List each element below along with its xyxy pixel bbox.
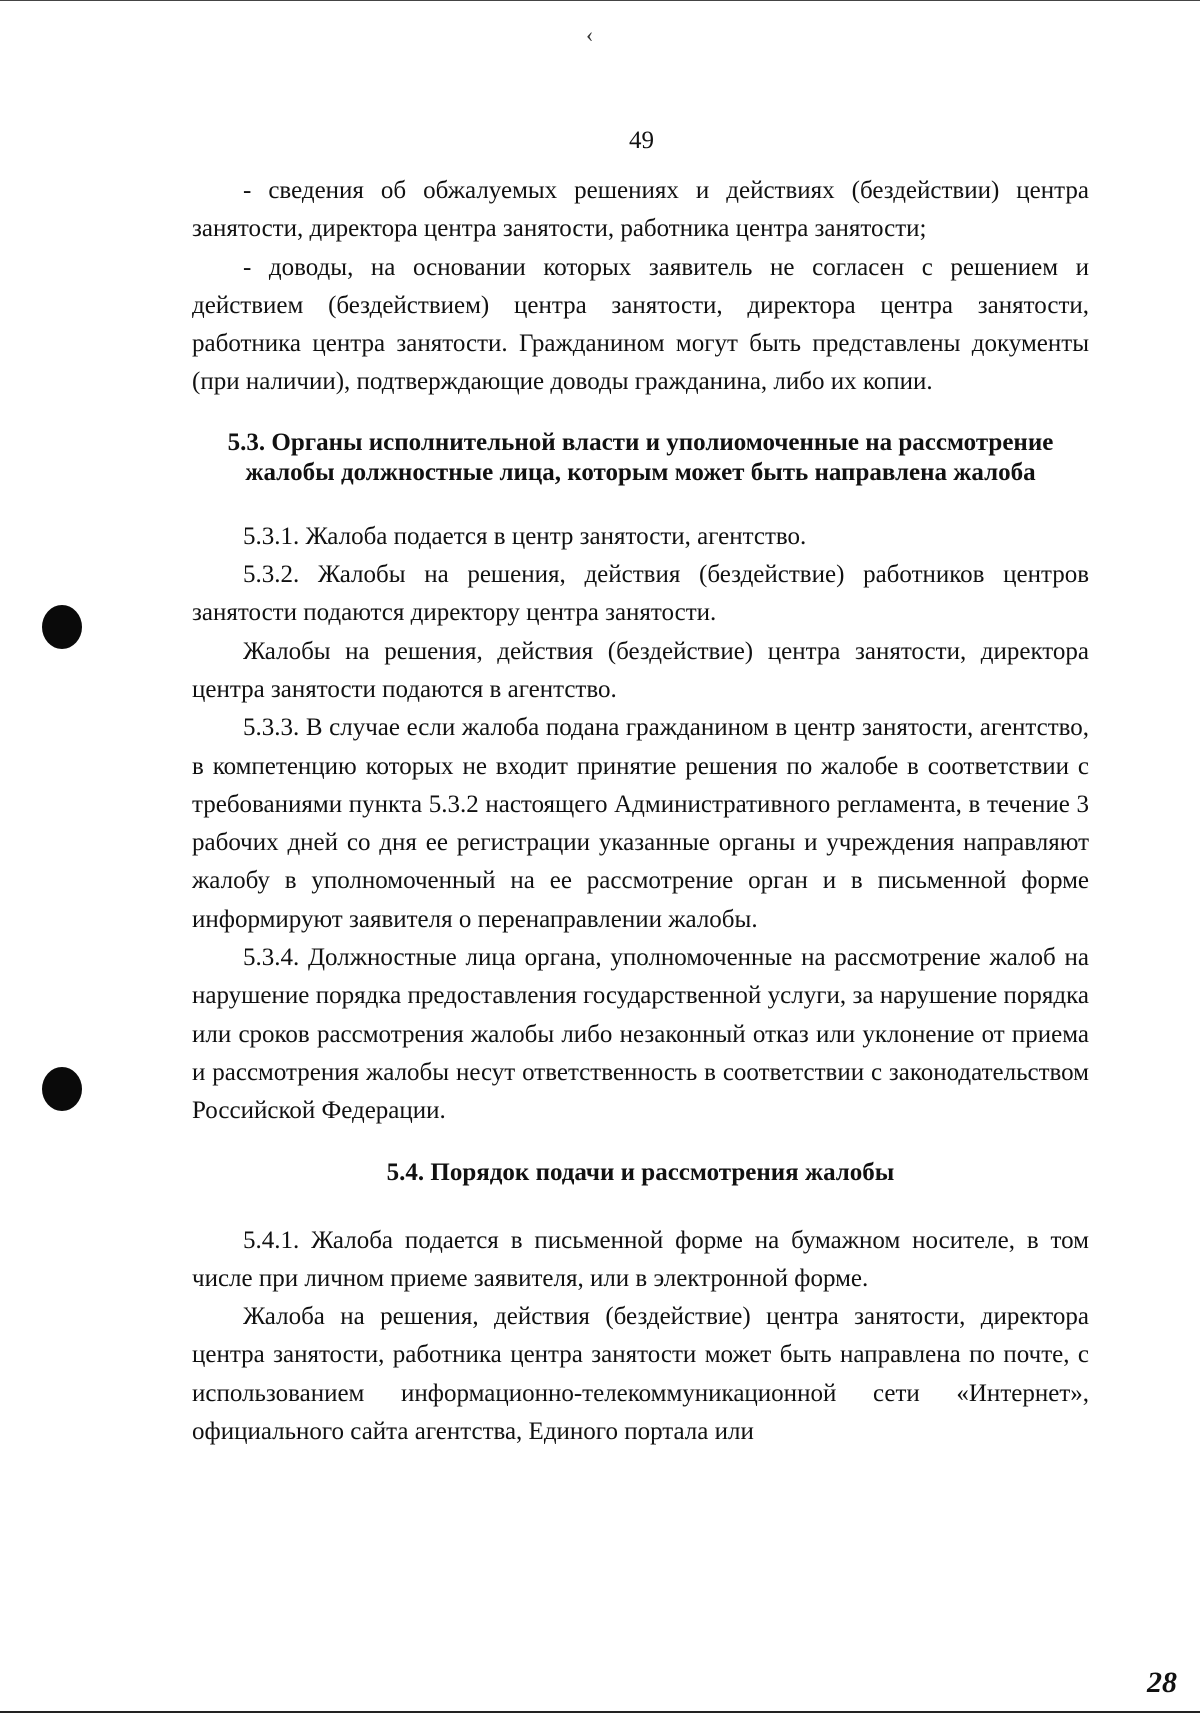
document-body — [192, 172, 1089, 1451]
top-scan-edge — [0, 0, 1200, 1]
paragraph: 5.4.1. Жалоба подается в письменной форме на бумажном носителе, в том числе при личном приеме заявителя, или в электронной форме. — [192, 1226, 1089, 1292]
paragraph: - сведения об обжалуемых решениях и действиях (бездействии) центра занятости, директора центра занятости, работника центра занятости; — [192, 177, 1089, 243]
page-number: 49 — [629, 127, 654, 154]
paragraph: - доводы, на основании которых заявитель не согласен с решением и действием (бездействием) центра занятости, директора центра занятости, работника центра занятости. Гражданином могут быть представлены документы (при наличии), подтверждающие доводы гражданина, либо их копии. — [192, 253, 1089, 396]
handwritten-sheet-number: 28 — [1147, 1666, 1177, 1699]
paragraph: 5.3.3. В случае если жалоба подана гражданином в центр занятости, агентство, в компетенцию которых не входит принятие решения по жалобе в соответствии с требованиями пункта 5.3.2 настоящего Административного регламента, в течение 3 рабочих дней со дня ее регистрации указанные органы и учреждения направляют жалобу в уполномоченный на ее рассмотрение орган и в письменной форме информируют заявителя о перенаправлении жалобы. — [192, 714, 1089, 933]
top-scan-mark: ‹ — [586, 22, 594, 47]
section-heading-5-4: 5.4. Порядок подачи и рассмотрения жалобы — [386, 1158, 895, 1186]
punch-hole-lower — [42, 1067, 82, 1111]
section-heading-5-3: 5.3. Органы исполнительной власти и уполиомоченные на рассмотрение жалобы должностные лица, которым может быть направлена жалоба — [227, 428, 1054, 486]
paragraph: 5.3.2. Жалобы на решения, действия (бездействие) работников центров занятости подаются директору центра занятости. — [192, 561, 1089, 627]
paragraph: Жалоба на решения, действия (бездействие) центра занятости, директора центра занятости, работника центра занятости может быть направлена по почте, с использованием информационно-телекоммуникационной сети «Интернет», официального сайта агентства, Единого портала или — [192, 1303, 1089, 1446]
paragraph: Жалобы на решения, действия (бездействие) центра занятости, директора центра занятости подаются в агентство. — [192, 637, 1089, 703]
punch-hole-upper — [42, 605, 82, 649]
paragraph: 5.3.1. Жалоба подается в центр занятости, агентство. — [243, 522, 807, 550]
paragraph: 5.3.4. Должностные лица органа, уполномоченные на рассмотрение жалоб на нарушение порядка предоставления государственной услуги, за нарушение порядка или сроков рассмотрения жалобы либо незаконный отказ или уклонение от приема и рассмотрения жалобы несут ответственность в соответствии с законодательством Российской Федерации. — [192, 944, 1089, 1125]
